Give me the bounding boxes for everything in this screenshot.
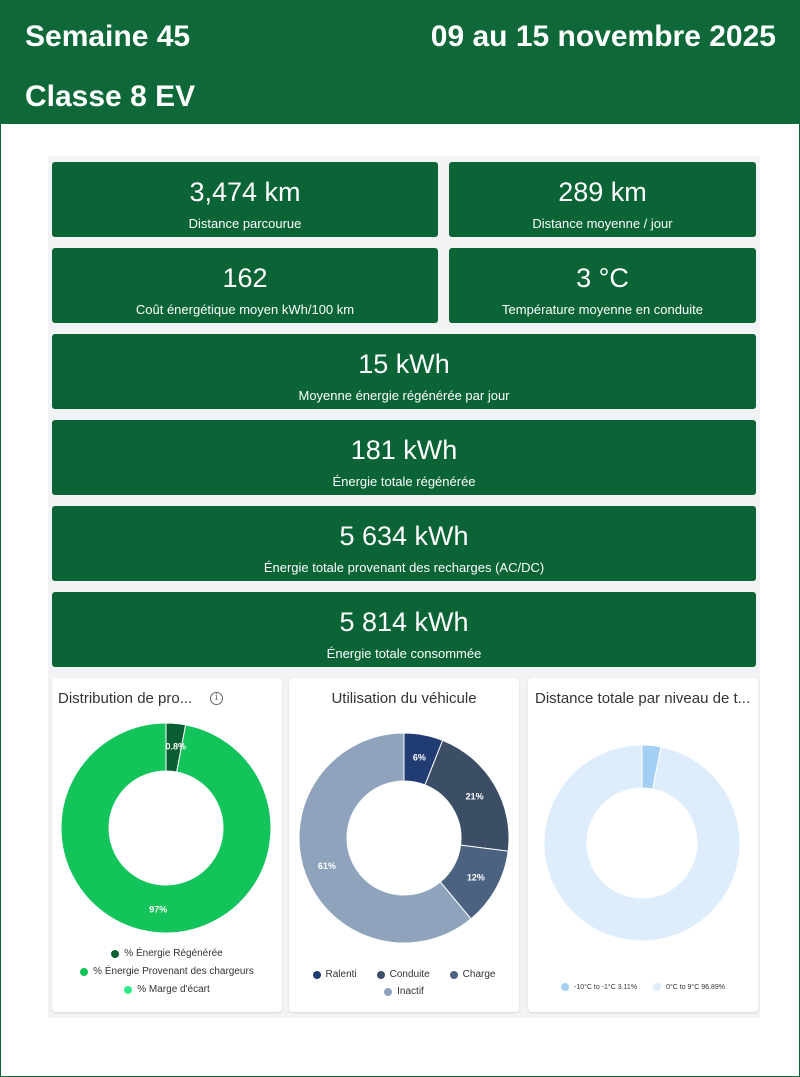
kpi-energy-cost	[52, 248, 438, 323]
slice-data-label: 61%	[317, 860, 336, 871]
legend-label: 0°C to 9°C 96.89%	[666, 983, 725, 991]
date-range: 09 au 15 novembre 2025	[430, 20, 776, 53]
slice-data-label: 21%	[465, 791, 484, 802]
kpi-regen-total	[52, 420, 756, 495]
legend-label: Ralenti	[325, 969, 357, 980]
legend-swatch	[124, 986, 132, 994]
info-icon[interactable]: i	[210, 692, 223, 705]
legend-item[interactable]	[52, 948, 282, 959]
kpi-value: 3,474 km	[189, 177, 301, 207]
kpi-label: Énergie totale provenant des recharges (AC/DC)	[263, 560, 545, 575]
legend-item[interactable]	[52, 966, 282, 977]
legend-item[interactable]	[377, 969, 430, 980]
legend-swatch	[561, 983, 569, 991]
chart-card-temperature	[528, 678, 758, 1012]
kpi-distance-per-day	[449, 162, 756, 237]
chart-legend	[528, 983, 758, 993]
legend-item[interactable]	[313, 969, 357, 980]
kpi-label: Distance moyenne / jour	[532, 216, 673, 231]
legend-item[interactable]	[384, 986, 424, 997]
chart-title: Utilisation du véhicule	[331, 690, 477, 707]
kpi-label: Coût énergétique moyen kWh/100 km	[135, 302, 355, 317]
vehicle-class: Classe 8 EV	[25, 80, 196, 113]
legend-label: % Marge d'écart	[137, 984, 210, 995]
legend-item[interactable]	[450, 969, 496, 980]
chart-card-distribution	[52, 678, 282, 1012]
kpi-label: Énergie totale consommée	[326, 646, 482, 661]
kpi-value: 3 °C	[576, 263, 629, 293]
legend-label: Inactif	[397, 986, 424, 997]
legend-item[interactable]	[52, 984, 282, 995]
legend-label: Charge	[462, 969, 496, 980]
chart-card-usage	[289, 678, 519, 1012]
slice-data-label: 97%	[149, 904, 168, 915]
kpi-value: 289 km	[558, 177, 647, 207]
legend-item[interactable]	[561, 983, 637, 991]
slice-data-label: 12%	[466, 872, 485, 883]
kpi-charged-total	[52, 506, 756, 581]
legend-swatch	[450, 971, 458, 979]
chart-title: Distance totale par niveau de t...	[535, 690, 750, 707]
legend-swatch	[313, 971, 321, 979]
usage-donut	[289, 678, 519, 1012]
kpi-regen-per-day	[52, 334, 756, 409]
legend-label: -10°C to -1°C 3.11%	[574, 983, 638, 991]
chart-legend	[289, 969, 519, 1003]
legend-label: % Énergie Régénérée	[124, 948, 223, 959]
kpi-label: Température moyenne en conduite	[502, 302, 703, 317]
slice-nergie-provenant-des-chargeurs[interactable]	[61, 723, 271, 933]
temperature-donut	[528, 678, 758, 1012]
legend-swatch	[653, 983, 661, 991]
kpi-label: Énergie totale régénérée	[332, 474, 476, 489]
slice-0-c-to-9-c-96-89[interactable]	[544, 745, 740, 941]
kpi-value: 162	[222, 263, 268, 293]
kpi-distance	[52, 162, 438, 237]
slice-data-label: 0.8%	[165, 741, 187, 752]
kpi-consumed-total	[52, 592, 756, 667]
legend-swatch	[384, 988, 392, 996]
report-header	[0, 0, 800, 124]
slice-data-label: 6%	[412, 752, 426, 763]
kpi-value: 5 814 kWh	[339, 607, 469, 637]
chart-title: Distribution de pro...	[58, 690, 193, 707]
legend-label: Conduite	[389, 969, 430, 980]
legend-item[interactable]	[653, 983, 725, 991]
kpi-label: Distance parcourue	[188, 216, 302, 231]
kpi-label: Moyenne énergie régénérée par jour	[298, 388, 510, 403]
kpi-temperature	[449, 248, 756, 323]
legend-swatch	[80, 968, 88, 976]
kpi-value: 15 kWh	[358, 349, 450, 379]
week-label: Semaine 45	[25, 20, 191, 53]
legend-swatch	[377, 971, 385, 979]
kpi-value: 5 634 kWh	[339, 521, 469, 551]
kpi-value: 181 kWh	[350, 435, 458, 465]
chart-legend	[52, 948, 282, 1002]
legend-swatch	[111, 950, 119, 958]
legend-label: % Énergie Provenant des chargeurs	[93, 966, 254, 977]
